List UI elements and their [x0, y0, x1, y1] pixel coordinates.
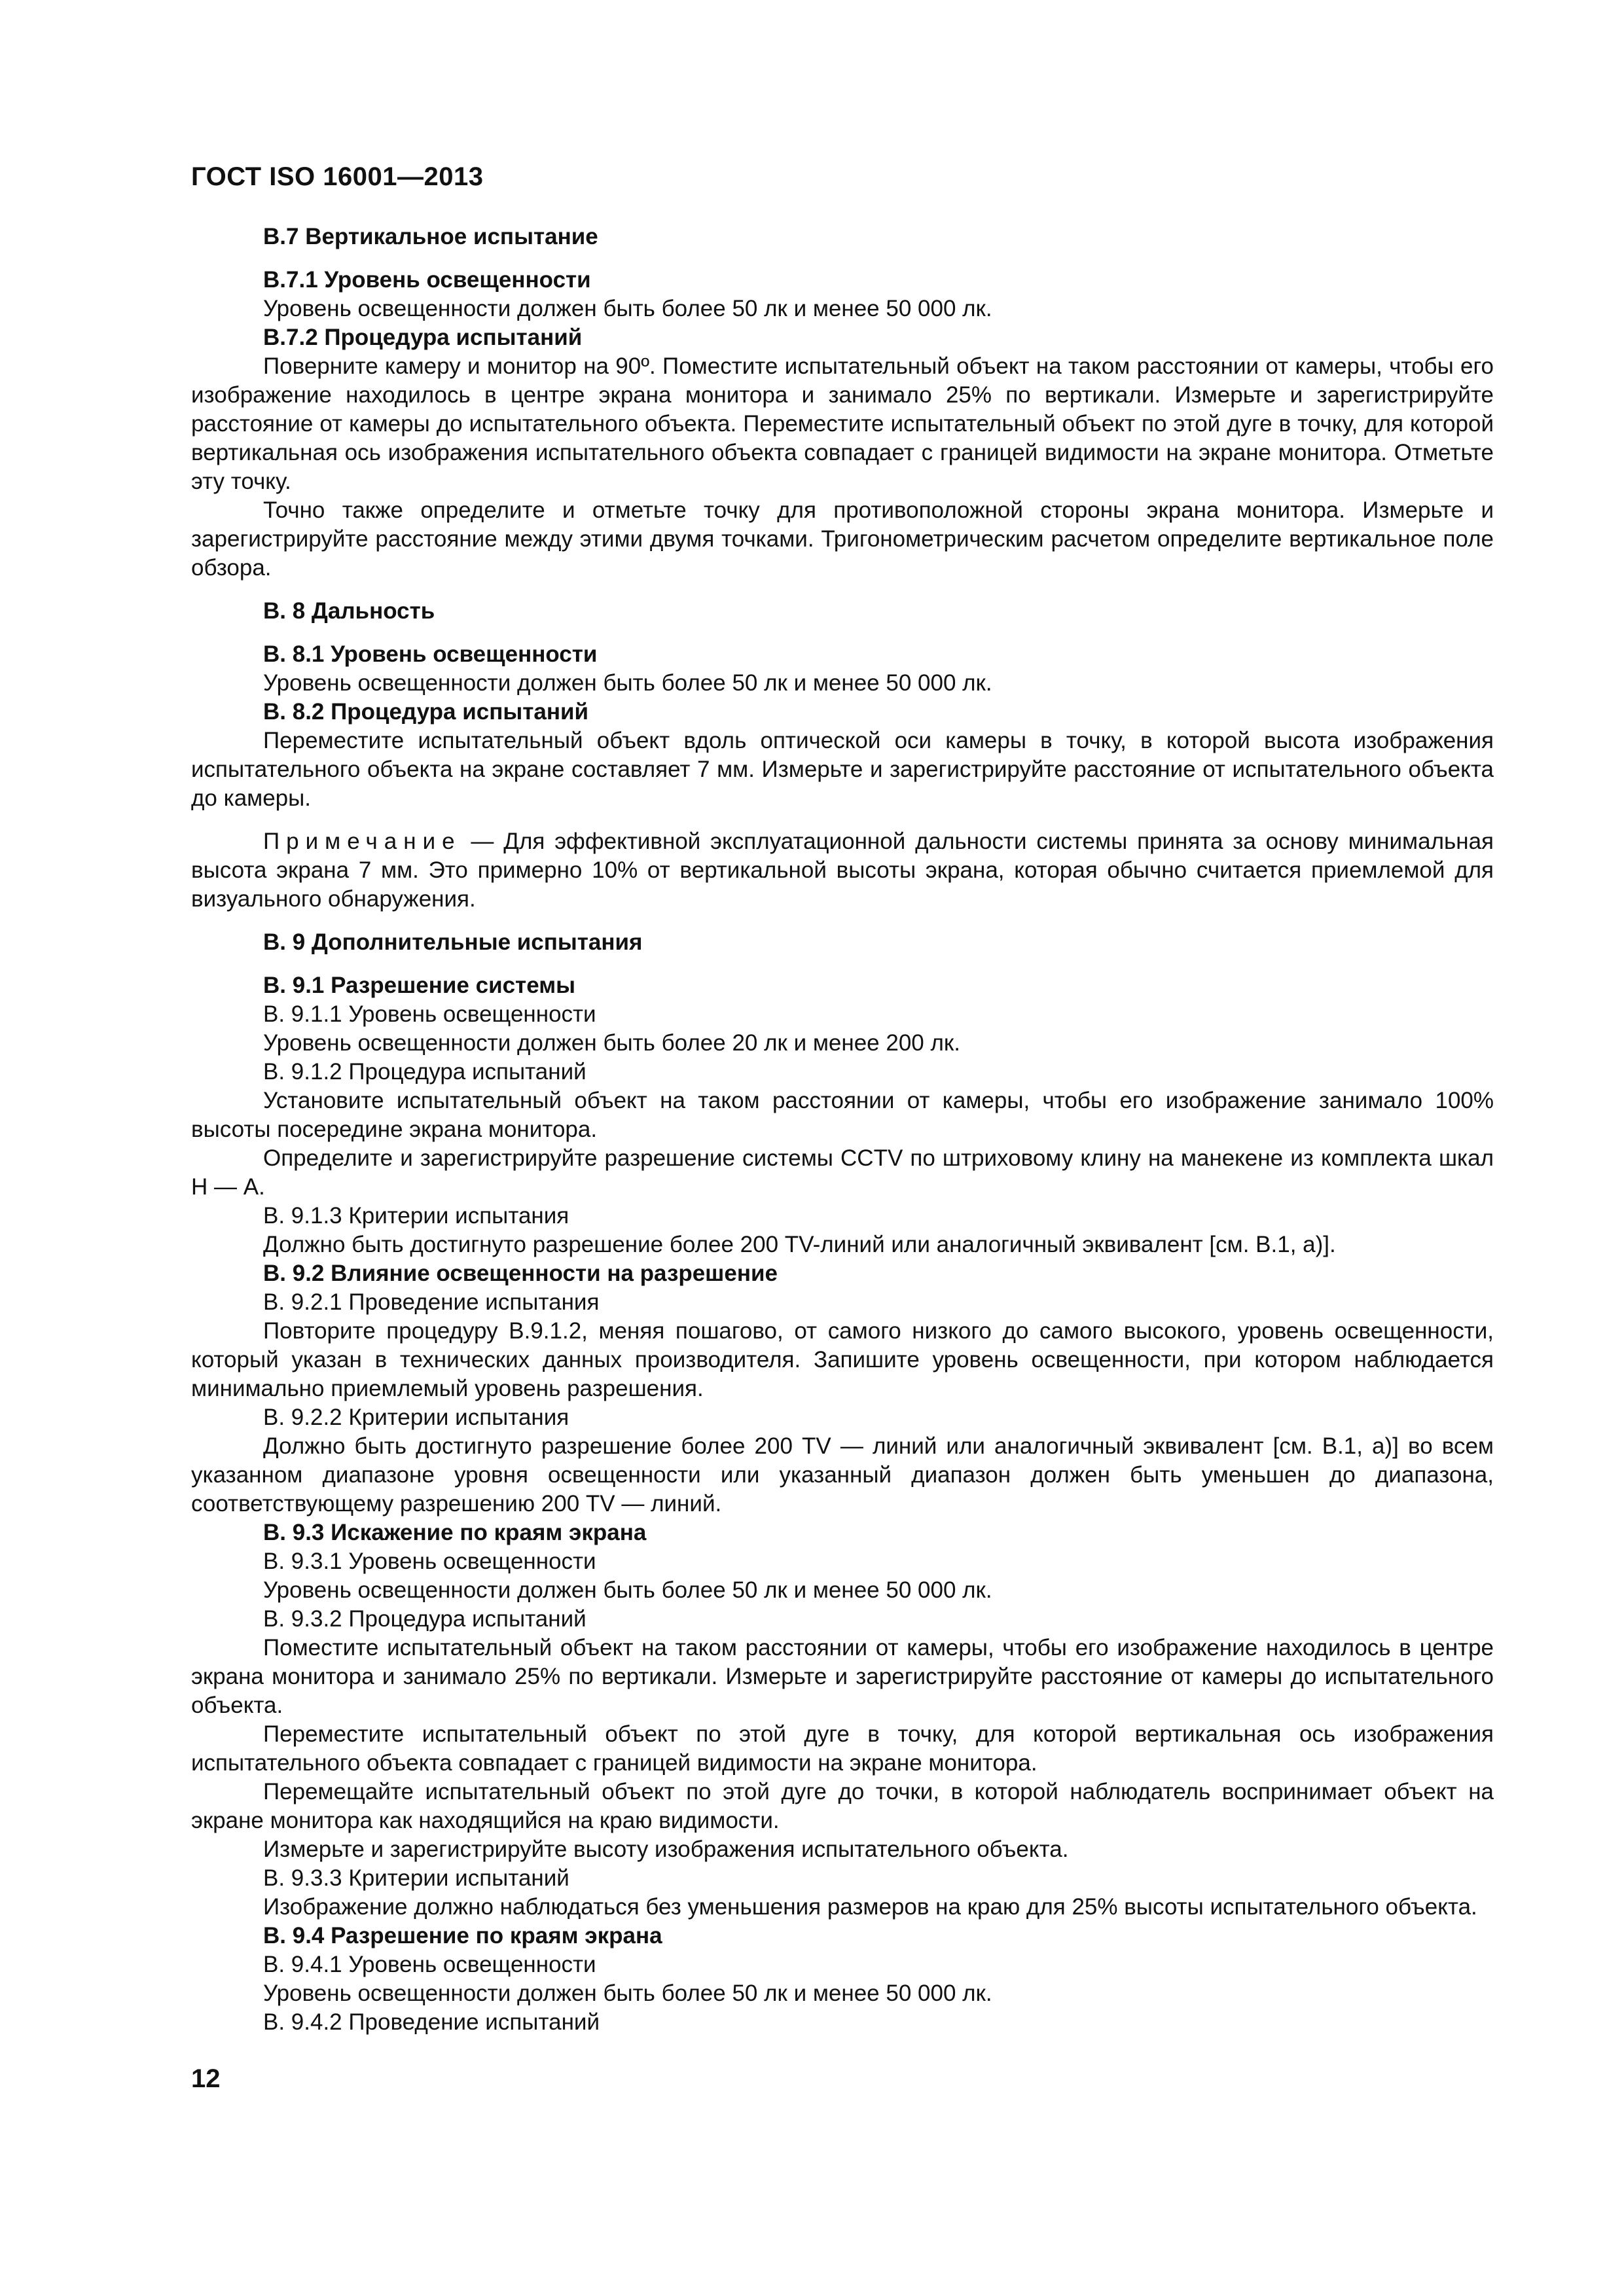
subsection-b932-paragraph: Поместите испытательный объект на таком расстоянии от камеры, чтобы его изображение находилось в центре экрана монитора и занимало 25% по вертикали. Измерьте и зарегистрируйте расстояние от камеры до испытательного объекта.	[191, 1635, 1494, 1718]
subsection-b941-text: Уровень освещенности должен быть более 50 лк и менее 50 000 лк.	[263, 1981, 992, 2006]
page-number: 12	[191, 2064, 221, 2093]
section-b81-text: Уровень освещенности должен быть более 50 лк и менее 50 000 лк.	[263, 670, 992, 696]
section-b91-heading: В. 9.1 Разрешение системы	[263, 973, 575, 998]
subsection-b912-label: В. 9.1.2 Процедура испытаний	[263, 1059, 586, 1085]
subsection-b932-paragraph: Измерьте и зарегистрируйте высоту изображения испытательного объекта.	[263, 1837, 1069, 1862]
subsection-b911-text: Уровень освещенности должен быть более 20 лк и менее 200 лк.	[263, 1030, 960, 1056]
subsection-b932-label: В. 9.3.2 Процедура испытаний	[263, 1606, 586, 1632]
subsection-b933-paragraph: Изображение должно наблюдаться без уменьшения размеров на краю для 25% высоты испытательного объекта.	[263, 1894, 1477, 1920]
subsection-b931-text: Уровень освещенности должен быть более 50 лк и менее 50 000 лк.	[263, 1577, 992, 1603]
subsection-b932-paragraph: Переместите испытательный объект по этой дуге в точку, для которой вертикальная ось изображения испытательного объекта совпадает с границей видимости на экране монитора.	[191, 1721, 1494, 1776]
section-b94-heading: В. 9.4 Разрешение по краям экрана	[263, 1923, 662, 1948]
subsection-b922-label: В. 9.2.2 Критерии испытания	[263, 1405, 569, 1430]
subsection-b921-label: В. 9.2.1 Проведение испытания	[263, 1289, 600, 1315]
section-b72-paragraph: Точно также определите и отметьте точку для противоположной стороны экрана монитора. Измерьте и зарегистрируйте расстояние между этими двумя точками. Тригонометрическим расчетом определите вертикальное поле обзора.	[191, 497, 1494, 581]
section-b71-heading: В.7.1 Уровень освещенности	[263, 267, 591, 293]
subsection-b931-label: В. 9.3.1 Уровень освещенности	[263, 1549, 596, 1574]
note-text: — Для эффективной эксплуатационной дальности системы принята за основу минимальная высота экрана 7 мм. Это примерно 10% от вертикальной высоты экрана, которая обычно считается приемлемой для визуального обнаружения.	[191, 829, 1494, 912]
subsection-b941-label: В. 9.4.1 Уровень освещенности	[263, 1952, 596, 1977]
document-header: ГОСТ ISO 16001—2013	[191, 162, 484, 191]
section-b93-heading: В. 9.3 Искажение по краям экрана	[263, 1520, 647, 1545]
subsection-b912-paragraph: Определите и зарегистрируйте разрешение системы CCTV по штриховому клину на манекене из комплекта шкал Н — А.	[191, 1145, 1494, 1200]
section-b82-heading: В. 8.2 Процедура испытаний	[263, 699, 589, 725]
subsection-b913-label: В. 9.1.3 Критерии испытания	[263, 1203, 569, 1229]
subsection-b911-label: В. 9.1.1 Уровень освещенности	[263, 1001, 596, 1027]
note-label: Примечание	[263, 829, 461, 854]
section-b92-heading: В. 9.2 Влияние освещенности на разрешение	[263, 1261, 778, 1286]
subsection-b913-text: Должно быть достигнуто разрешение более 200 TV-линий или аналогичный эквивалент [см. В.1, а)].	[263, 1232, 1336, 1257]
subsection-b932-paragraph: Перемещайте испытательный объект по этой дуге до точки, в которой наблюдатель воспринимает объект на экране монитора как находящийся на краю видимости.	[191, 1779, 1494, 1833]
section-b72-heading: В.7.2 Процедура испытаний	[263, 325, 583, 350]
section-b71-text: Уровень освещенности должен быть более 50 лк и менее 50 000 лк.	[263, 296, 992, 321]
subsection-b933-label: В. 9.3.3 Критерии испытаний	[263, 1865, 569, 1891]
section-b72-paragraph: Поверните камеру и монитор на 90º. Поместите испытательный объект на таком расстоянии от камеры, чтобы его изображение находилось в центре экрана монитора и занимало 25% по вертикали. Измерьте и зарегистрируйте расстояние от камеры до испытательного объекта. Переместите испытательный объект по этой дуге в точку, для которой вертикальная ось изображения испытательного объекта совпадает с границей видимости на экране монитора. Отметьте эту точку.	[191, 353, 1494, 494]
section-b82-paragraph: Переместите испытательный объект вдоль оптической оси камеры в точку, в которой высота изображения испытательного объекта на экране составляет 7 мм. Измерьте и зарегистрируйте расстояние от испытательного объекта до камеры.	[191, 728, 1494, 811]
subsection-b921-paragraph: Повторите процедуру В.9.1.2, меняя пошагово, от самого низкого до самого высокого, уровень освещенности, который указан в технических данных производителя. Запишите уровень освещенности, при котором наблюдается минимально приемлемый уровень разрешения.	[191, 1318, 1494, 1401]
note-paragraph	[191, 827, 1494, 914]
section-b81-heading: В. 8.1 Уровень освещенности	[263, 641, 598, 667]
subsection-b942-label: В. 9.4.2 Проведение испытаний	[263, 2009, 600, 2035]
section-b7-heading: В.7 Вертикальное испытание	[263, 224, 598, 249]
section-b9-heading: В. 9 Дополнительные испытания	[263, 929, 643, 955]
document-body	[191, 223, 1494, 2037]
subsection-b912-paragraph: Установите испытательный объект на таком расстоянии от камеры, чтобы его изображение занимало 100% высоты посередине экрана монитора.	[191, 1088, 1494, 1142]
subsection-b922-paragraph: Должно быть достигнуто разрешение более 200 TV — линий или аналогичный эквивалент [см. В.1, а)] во всем указанном диапазоне уровня освещенности или указанный диапазон должен быть уменьшен до диапазона, соответствующему разрешению 200 TV — линий.	[191, 1433, 1494, 1516]
section-b8-heading: В. 8 Дальность	[263, 598, 435, 624]
